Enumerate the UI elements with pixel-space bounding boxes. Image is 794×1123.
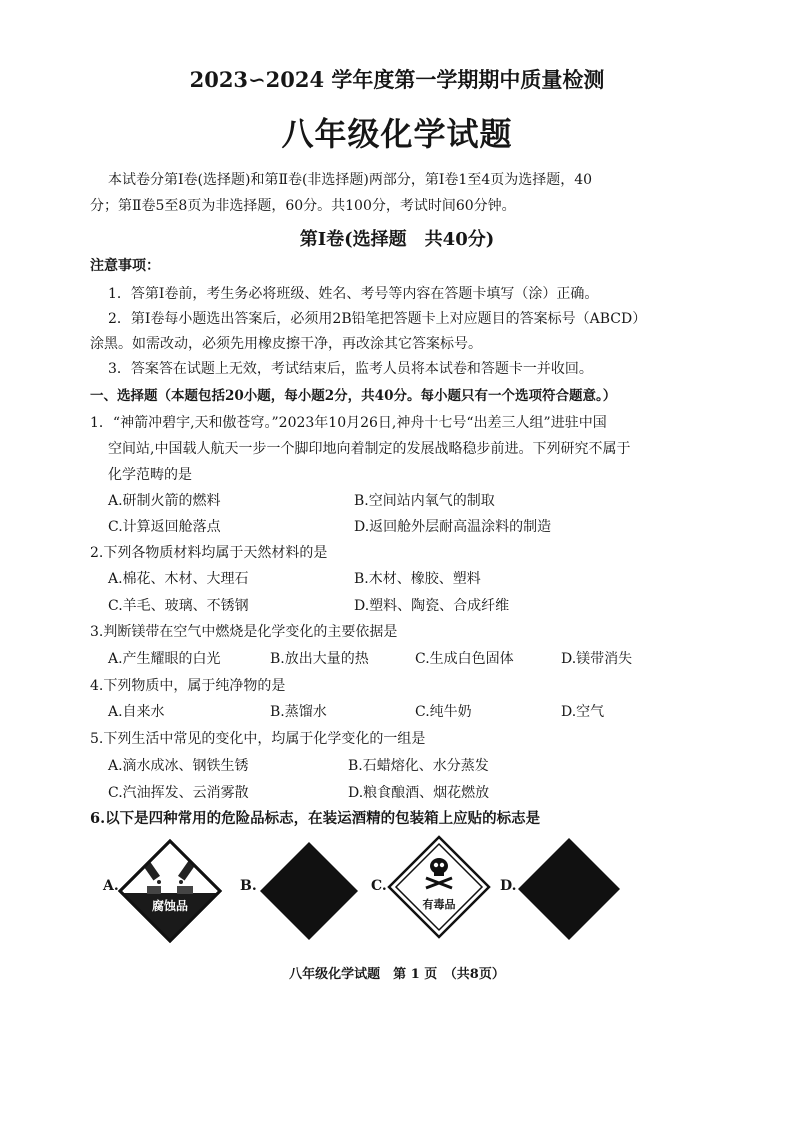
question-4-option-a: A.自来水 xyxy=(108,704,165,720)
question-4-option-c: C.纯牛奶 xyxy=(415,704,472,720)
question-6-option-a-label: A. xyxy=(103,878,119,894)
question-3-stem: 3.判断镁带在空气中燃烧是化学变化的主要依据是 xyxy=(90,624,398,640)
question-5-option-c: C.汽油挥发、云消雾散 xyxy=(108,785,249,801)
intro-line-2: 分；第Ⅱ卷5至8页为非选择题，60分。共100分，考试时间60分钟。 xyxy=(90,198,516,214)
question-4-option-b: B.蒸馏水 xyxy=(270,704,327,720)
hazard-sign-b xyxy=(256,838,362,944)
corrosive-sign-text: 腐蚀品 xyxy=(151,899,189,913)
note-2-line-1: 2．第Ⅰ卷每小题选出答案后，必须用2B铅笔把答题卡上对应题目的答案标号（ABCD） xyxy=(108,311,647,327)
question-2-option-a: A.棉花、木材、大理石 xyxy=(108,571,249,587)
question-5-option-a: A.滴水成冰、钢铁生锈 xyxy=(108,758,249,774)
page-footer: 八年级化学试题 第 1 页 （共8页） xyxy=(289,967,505,982)
question-1-option-a: A.研制火箭的燃料 xyxy=(108,493,221,509)
question-5-option-b: B.石蜡熔化、水分蒸发 xyxy=(348,758,489,774)
question-1-option-b: B.空间站内氧气的制取 xyxy=(354,493,495,509)
corrosive-sign xyxy=(117,838,223,944)
question-6-stem: 6.以下是四种常用的危险品标志，在装运酒精的包装箱上应贴的标志是 xyxy=(90,810,541,827)
question-3-option-a: A.产生耀眼的白光 xyxy=(108,651,221,667)
toxic-sign-text: 有毒品 xyxy=(422,898,456,911)
question-2-stem: 2.下列各物质材料均属于天然材料的是 xyxy=(90,545,328,561)
question-1-option-c: C.计算返回舱落点 xyxy=(108,519,221,535)
intro-line-1: 本试卷分第Ⅰ卷(选择题)和第Ⅱ卷(非选择题)两部分，第Ⅰ卷1至4页为选择题，40 xyxy=(108,172,593,188)
section-1-title: 第Ⅰ卷(选择题 共40分) xyxy=(299,229,495,250)
question-6-option-c-label: C. xyxy=(371,878,387,894)
exam-year-title: 2023∽2024 学年度第一学期期中质量检测 xyxy=(189,67,605,92)
note-3: 3．答案答在试题上无效，考试结束后，监考人员将本试卷和答题卡一并收回。 xyxy=(108,361,593,377)
note-2-line-2: 涂黑。如需改动，必须先用橡皮擦干净，再改涂其它答案标号。 xyxy=(90,336,482,352)
question-3-option-d: D.镁带消失 xyxy=(561,651,633,667)
notes-heading: 注意事项： xyxy=(90,258,160,274)
question-1-line-1: 1．“神箭冲碧宇,天和傲苍穹。”2023年10月26日,神舟十七号“出差三人组”进驻中国 xyxy=(90,415,607,431)
question-1-option-d: D.返回舱外层耐高温涂料的制造 xyxy=(354,519,552,535)
question-5-option-d: D.粮食酿酒、烟花燃放 xyxy=(348,785,490,801)
question-4-option-d: D.空气 xyxy=(561,704,605,720)
part-1-heading: 一、选择题（本题包括20小题，每小题2分，共40分。每小题只有一个选项符合题意。） xyxy=(90,388,617,404)
question-3-option-c: C.生成白色固体 xyxy=(415,651,514,667)
toxic-sign xyxy=(386,834,492,940)
question-4-stem: 4.下列物质中，属于纯净物的是 xyxy=(90,678,286,694)
question-1-line-2: 空间站,中国载人航天一步一个脚印地向着制定的发展战略稳步前进。下列研究不属于 xyxy=(108,441,631,457)
exam-title: 八年级化学试题 xyxy=(281,115,513,153)
question-1-line-3: 化学范畴的是 xyxy=(108,467,192,483)
question-5-stem: 5.下列生活中常见的变化中，均属于化学变化的一组是 xyxy=(90,731,426,747)
note-1: 1．答第Ⅰ卷前，考生务必将班级、姓名、考号等内容在答题卡填写（涂）正确。 xyxy=(108,286,599,302)
hazard-sign-d xyxy=(514,834,624,944)
question-6-option-d-label: D. xyxy=(500,878,517,894)
question-6-option-b-label: B. xyxy=(240,878,257,894)
question-2-option-d: D.塑料、陶瓷、合成纤维 xyxy=(354,598,510,614)
question-2-option-c: C.羊毛、玻璃、不锈钢 xyxy=(108,598,249,614)
question-3-option-b: B.放出大量的热 xyxy=(270,651,369,667)
question-2-option-b: B.木材、橡胶、塑料 xyxy=(354,571,481,587)
